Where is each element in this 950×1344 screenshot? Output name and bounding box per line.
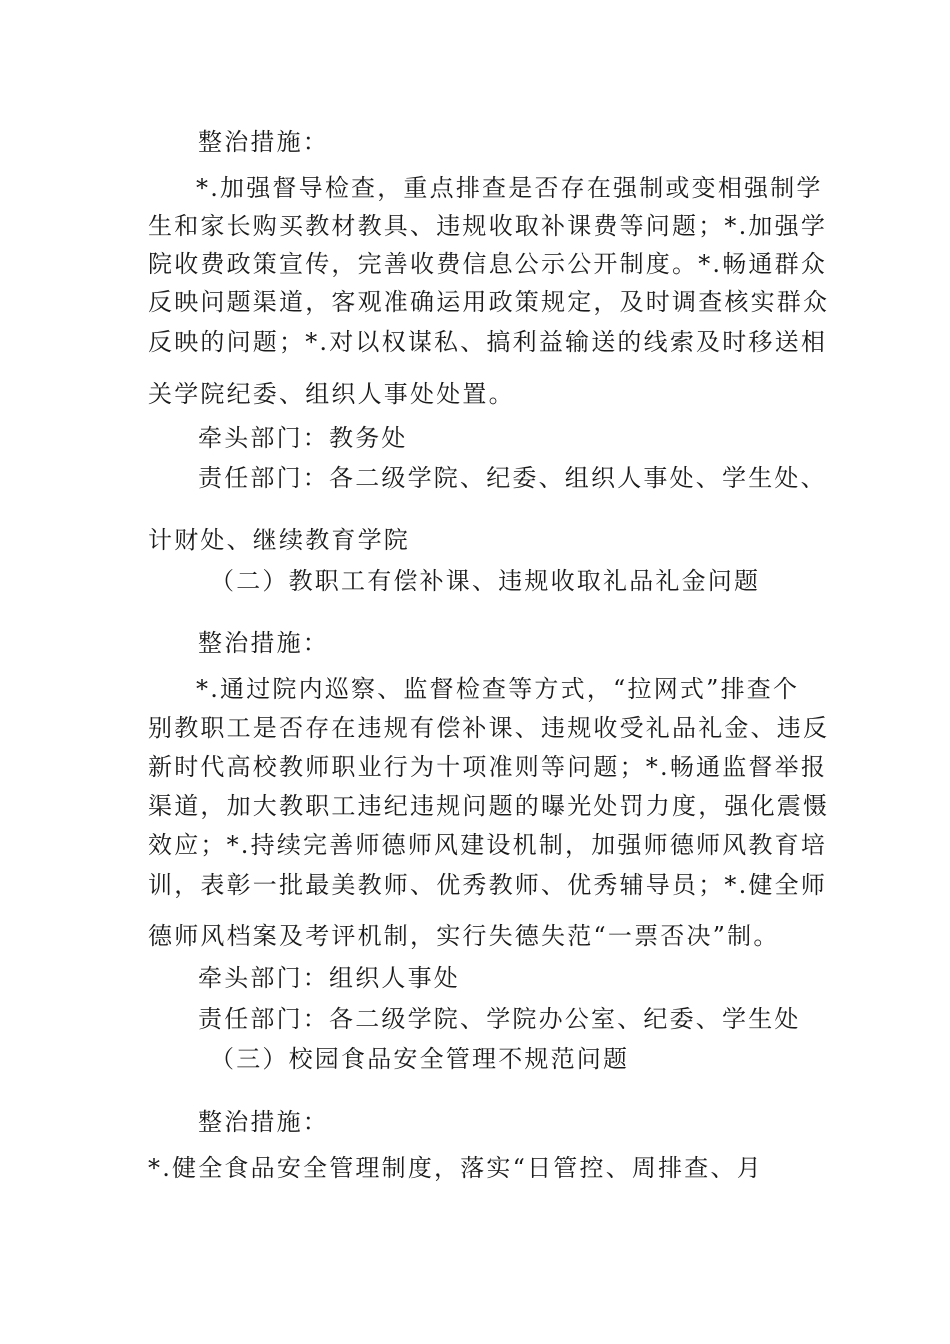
responsible-departments: 责任部门：各二级学院、纪委、组织人事处、学生处、 bbox=[198, 464, 827, 492]
responsible-departments: 责任部门：各二级学院、学院办公室、纪委、学生处 bbox=[198, 1005, 801, 1033]
paragraph-line: 新时代高校教师职业行为十项准则等问题；*.畅通监督举报 bbox=[148, 753, 828, 781]
measures-label: 整治措施： bbox=[198, 128, 329, 156]
paragraph-line: 反映问题渠道，客观准确运用政策规定，及时调查核实群众 bbox=[148, 288, 830, 316]
section-heading: （二）教职工有偿补课、违规收取礼品礼金问题 bbox=[210, 567, 761, 595]
paragraph-line: *.健全食品安全管理制度，落实“日管控、周排查、月 bbox=[148, 1154, 763, 1182]
measures-label: 整治措施： bbox=[198, 1108, 329, 1136]
paragraph-line: 渠道，加大教职工违纪违规问题的曝光处罚力度，强化震慑 bbox=[148, 792, 830, 820]
lead-department: 牵头部门：组织人事处 bbox=[198, 964, 460, 992]
paragraph-line: *.通过院内巡察、监督检查等方式，“拉网式”排查个 bbox=[196, 675, 800, 703]
paragraph-line: 生和家长购买教材教具、违规收取补课费等问题；*.加强学 bbox=[148, 212, 828, 240]
section-heading: （三）校园食品安全管理不规范问题 bbox=[210, 1045, 630, 1073]
paragraph-line: 训，表彰一批最美教师、优秀教师、优秀辅导员；*.健全师 bbox=[148, 871, 828, 899]
paragraph-line: 院收费政策宣传，完善收费信息公示公开制度。*.畅通群众 bbox=[148, 250, 828, 278]
paragraph-line: 关学院纪委、组织人事处处置。 bbox=[148, 380, 515, 408]
measures-label: 整治措施： bbox=[198, 629, 329, 657]
responsible-departments: 计财处、继续教育学院 bbox=[148, 526, 410, 554]
paragraph-line: 德师风档案及考评机制，实行失德失范“一票否决”制。 bbox=[148, 922, 780, 950]
paragraph-line: 效应；*.持续完善师德师风建设机制，加强师德师风教育培 bbox=[148, 831, 828, 859]
paragraph-line: 反映的问题；*.对以权谋私、搞利益输送的线索及时移送相 bbox=[148, 328, 828, 356]
paragraph-line: 别教职工是否存在违规有偿补课、违规收受礼品礼金、违反 bbox=[148, 714, 830, 742]
lead-department: 牵头部门：教务处 bbox=[198, 424, 408, 452]
paragraph-line: *.加强督导检查，重点排查是否存在强制或变相强制学 bbox=[196, 174, 823, 202]
